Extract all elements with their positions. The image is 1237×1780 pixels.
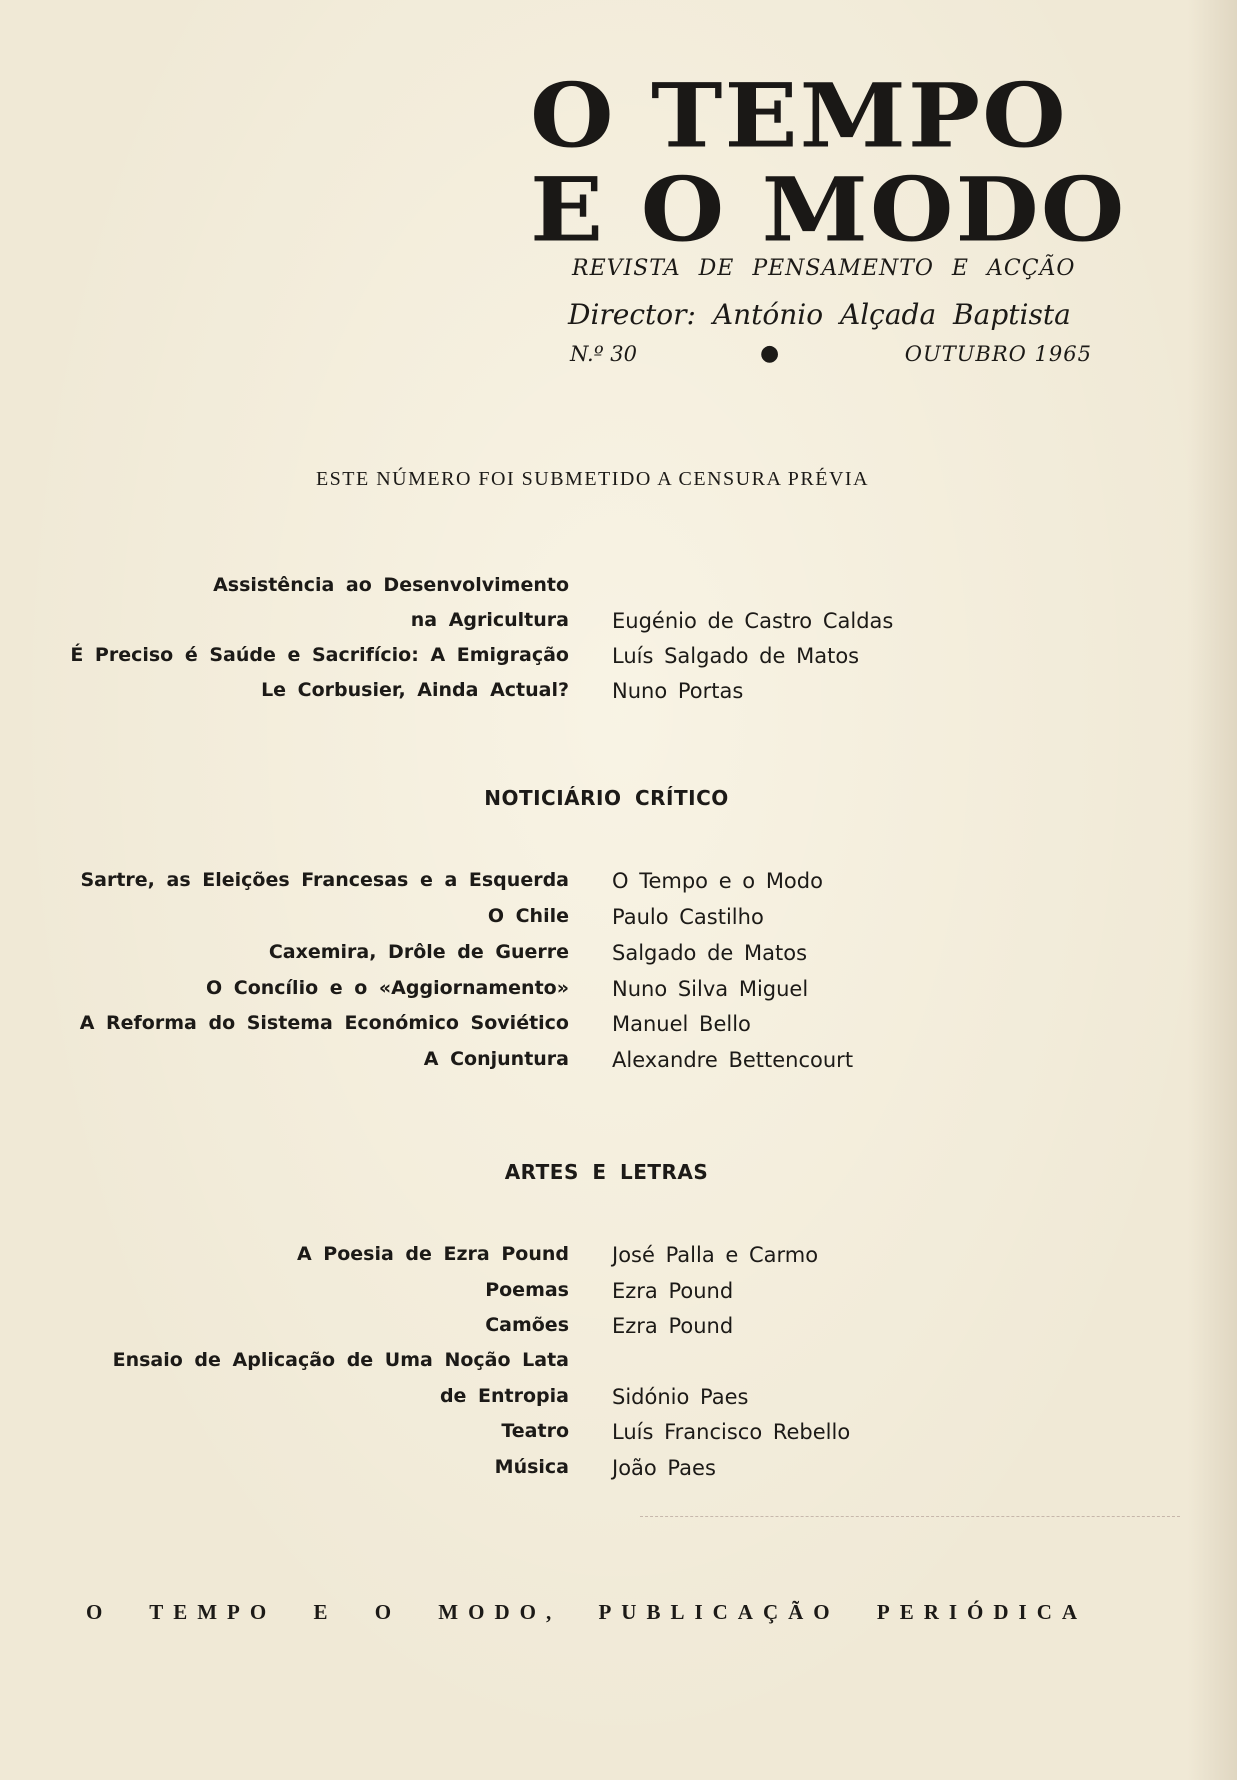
article-author: Nuno Portas: [612, 679, 744, 703]
article-title: Le Corbusier, Ainda Actual?: [261, 679, 569, 701]
toc-row: [0, 1349, 1237, 1385]
section-heading-noticiario: NOTICIÁRIO CRÍTICO: [484, 786, 729, 810]
article-author: João Paes: [612, 1456, 716, 1480]
toc-row: [0, 1385, 1237, 1421]
toc-row: [0, 1420, 1237, 1456]
director-credit: Director: António Alçada Baptista: [568, 298, 1071, 331]
footer-publication-line: O TEMPO E O MODO, PUBLICAÇÃO PERIÓDICA: [86, 1600, 1088, 1624]
article-author: Salgado de Matos: [612, 941, 808, 965]
article-author: Eugénio de Castro Caldas: [612, 609, 894, 633]
article-author: Luís Salgado de Matos: [612, 644, 860, 668]
toc-row: [0, 1456, 1237, 1492]
toc-row: [0, 1243, 1237, 1279]
toc-row: [0, 977, 1237, 1013]
toc-row: [0, 644, 1237, 680]
article-title: Caxemira, Drôle de Guerre: [268, 941, 569, 963]
article-title: Camões: [485, 1314, 569, 1336]
article-author: Paulo Castilho: [612, 905, 764, 929]
article-title: A Conjuntura: [423, 1048, 569, 1070]
toc-row: [0, 941, 1237, 977]
article-title: Assistência ao Desenvolvimento: [213, 574, 569, 596]
article-title: Poemas: [485, 1279, 569, 1301]
article-title: de Entropia: [439, 1385, 569, 1407]
article-author: Manuel Bello: [612, 1012, 751, 1036]
issue-number: N.º 30: [570, 342, 637, 366]
toc-row: [0, 679, 1237, 715]
toc-row: [0, 1048, 1237, 1084]
section-heading-artes: ARTES E LETRAS: [504, 1160, 709, 1184]
article-title: O Chile: [487, 905, 569, 927]
article-author: Ezra Pound: [612, 1314, 734, 1338]
article-title: Sartre, as Eleições Francesas e a Esquerda: [80, 869, 569, 891]
toc-row: [0, 869, 1237, 905]
article-author: Luís Francisco Rebello: [612, 1420, 851, 1444]
article-title: Música: [494, 1456, 569, 1478]
article-title: na Agricultura: [410, 609, 569, 631]
toc-row: [0, 905, 1237, 941]
article-title: Ensaio de Aplicação de Uma Noção Lata: [112, 1349, 569, 1371]
bullet-icon: ●: [760, 341, 780, 366]
masthead-title-line-2: E O MODO: [530, 157, 1127, 262]
masthead: [530, 63, 1127, 262]
article-author: Nuno Silva Miguel: [612, 977, 809, 1001]
divider: [640, 1516, 1180, 1517]
toc-row: [0, 1314, 1237, 1350]
toc-row: [0, 574, 1237, 610]
article-title: O Concílio e o «Aggiornamento»: [205, 977, 569, 999]
article-title: Teatro: [501, 1420, 569, 1442]
magazine-subtitle: REVISTA DE PENSAMENTO E ACÇÃO: [572, 256, 1076, 281]
article-author: José Palla e Carmo: [612, 1243, 819, 1267]
toc-row: [0, 1012, 1237, 1048]
article-author: Sidónio Paes: [612, 1385, 749, 1409]
issue-info: [570, 342, 1092, 370]
masthead-title-line-1: O TEMPO: [530, 63, 1068, 168]
article-author: O Tempo e o Modo: [612, 869, 823, 893]
article-author: Ezra Pound: [612, 1279, 734, 1303]
article-author: Alexandre Bettencourt: [612, 1048, 854, 1072]
issue-date: OUTUBRO 1965: [904, 342, 1092, 366]
toc-row: [0, 609, 1237, 645]
censorship-notice: ESTE NÚMERO FOI SUBMETIDO A CENSURA PRÉVIA: [315, 468, 870, 490]
toc-row: [0, 1279, 1237, 1315]
article-title: É Preciso é Saúde e Sacrifício: A Emigração: [70, 644, 569, 666]
article-title: A Poesia de Ezra Pound: [296, 1243, 569, 1265]
article-title: A Reforma do Sistema Económico Soviético: [79, 1012, 569, 1034]
